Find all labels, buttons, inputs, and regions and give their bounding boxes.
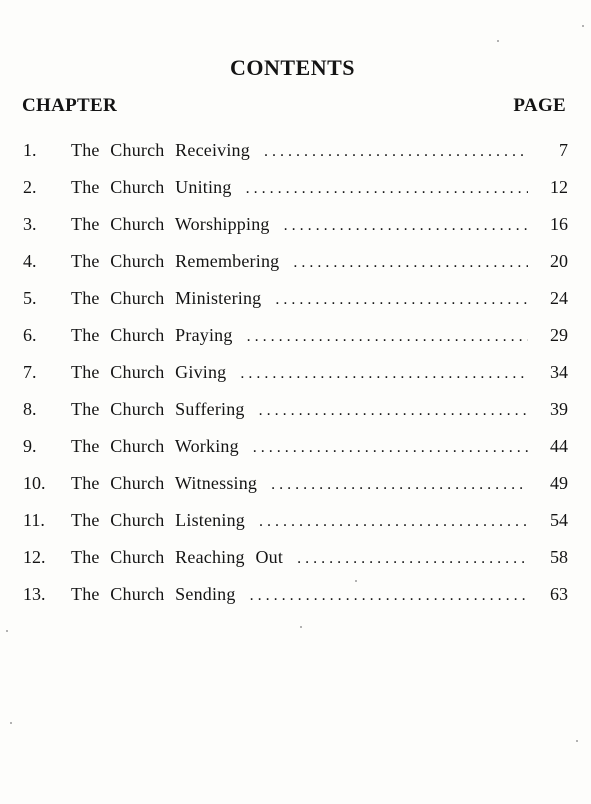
toc-entry[interactable]	[20, 242, 568, 279]
scan-speck	[582, 25, 584, 27]
page-number: 34	[550, 361, 568, 382]
toc-entry[interactable]	[20, 353, 568, 390]
chapter-title: The Church Reaching Out	[71, 546, 284, 567]
toc-entry[interactable]	[20, 538, 568, 575]
chapter-number: 12.	[23, 546, 46, 567]
page-number: 7	[559, 139, 568, 160]
scan-speck	[300, 626, 302, 628]
dot-leader	[240, 360, 528, 388]
toc-entry[interactable]	[20, 390, 568, 427]
scan-speck	[6, 630, 8, 632]
chapter-title: The Church Sending	[71, 583, 236, 604]
dot-leader	[275, 286, 528, 314]
chapter-title: The Church Remembering	[71, 250, 280, 271]
dot-leader	[259, 397, 528, 425]
chapter-title: The Church Ministering	[71, 287, 262, 308]
dot-leader	[253, 434, 528, 462]
scan-speck	[355, 580, 357, 582]
chapter-column-header: CHAPTER	[22, 95, 117, 116]
dot-leader	[284, 212, 528, 240]
scan-speck	[576, 740, 578, 742]
toc-entry[interactable]	[20, 316, 568, 353]
chapter-title: The Church Suffering	[71, 398, 245, 419]
chapter-number: 9.	[23, 435, 37, 456]
chapter-number: 3.	[23, 213, 37, 234]
chapter-title: The Church Listening	[71, 509, 245, 530]
toc-entry[interactable]	[20, 205, 568, 242]
chapter-number: 5.	[23, 287, 37, 308]
chapter-number: 8.	[23, 398, 37, 419]
chapter-number: 6.	[23, 324, 37, 345]
toc-entry[interactable]	[20, 131, 568, 168]
toc-list	[20, 131, 568, 612]
chapter-number: 1.	[23, 139, 37, 160]
chapter-number: 7.	[23, 361, 37, 382]
chapter-number: 13.	[23, 583, 46, 604]
chapter-title: The Church Worshipping	[71, 213, 270, 234]
chapter-number: 11.	[23, 509, 45, 530]
chapter-title: The Church Giving	[71, 361, 227, 382]
page-column-header: PAGE	[513, 95, 566, 116]
page-number: 29	[550, 324, 568, 345]
dot-leader	[293, 249, 528, 277]
chapter-number: 10.	[23, 472, 46, 493]
page-number: 44	[550, 435, 568, 456]
toc-entry[interactable]	[20, 168, 568, 205]
toc-entry[interactable]	[20, 279, 568, 316]
toc-entry[interactable]	[20, 501, 568, 538]
dot-leader	[297, 545, 528, 573]
page-number: 54	[550, 509, 568, 530]
chapter-title: The Church Working	[71, 435, 239, 456]
dot-leader	[259, 508, 528, 536]
chapter-title: The Church Witnessing	[71, 472, 258, 493]
contents-heading: CONTENTS	[229, 55, 356, 80]
toc-entry[interactable]	[20, 575, 568, 612]
page-number: 39	[550, 398, 568, 419]
chapter-number: 4.	[23, 250, 37, 271]
toc-entry[interactable]	[20, 427, 568, 464]
chapter-number: 2.	[23, 176, 37, 197]
page-number: 49	[550, 472, 568, 493]
chapter-title: The Church Uniting	[71, 176, 232, 197]
dot-leader	[264, 138, 528, 166]
dot-leader	[246, 175, 528, 203]
dot-leader	[250, 582, 528, 610]
scan-speck	[497, 40, 499, 42]
dot-leader	[247, 323, 528, 351]
dot-leader	[271, 471, 528, 499]
toc-entry[interactable]	[20, 464, 568, 501]
page-number: 24	[550, 287, 568, 308]
chapter-title: The Church Receiving	[71, 139, 250, 160]
scan-speck	[10, 722, 12, 724]
page-number: 58	[550, 546, 568, 567]
page-number: 16	[550, 213, 568, 234]
page-number: 12	[550, 176, 568, 197]
page-number: 20	[550, 250, 568, 271]
chapter-title: The Church Praying	[71, 324, 233, 345]
page-number: 63	[550, 583, 568, 604]
